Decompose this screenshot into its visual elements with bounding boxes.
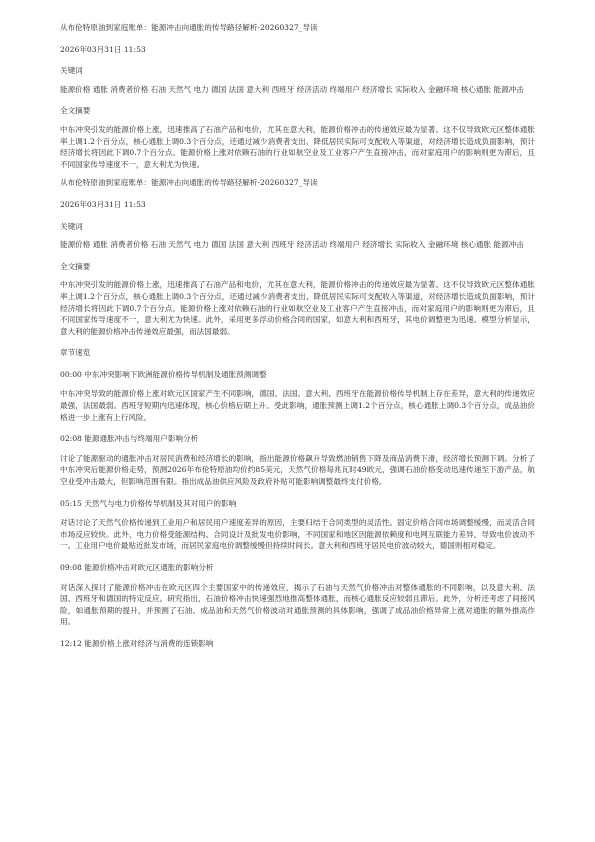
doc-title: 从布伦特原油到家庭账单：能源冲击向通胀的传导路径解析-20260327_导读 [60, 178, 318, 188]
summary-text: 中东冲突引发的能源价格上涨，迅速推高了石油产品和电价，尤其在意大利，能源价格冲击的传递效应最为显著。这不仅导致欧元区整体通胀率上调1.2个百分点，核心通胀上调0.3个百分点，还通过减少消费者支出、降低居民实际可支配收入等渠道，对经济增长造成负面影响，预计经济增长将因此下调0.7个百分点。能源价格上涨对依赖石油的行业如航空业及工业客户产生直接冲击，而对家庭用户的影响则更为滞后，且不同国家传导速度不一，意大利尤为快速。此外，采用更多浮动价格合同的国家，如意大利和西班牙，其电价调整更为迅速。模型分析显示，意大利的能源价格冲击传递效应最强，而法国最弱。 [60, 280, 535, 336]
chapter-item [60, 498, 535, 552]
chapter-title: 00:00 中东冲突影响下欧洲能源价格传导机制及通胀预测调整 [60, 369, 267, 379]
summary-heading: 全文摘要 [60, 106, 91, 116]
chapter-text: 对话讨论了天然气价格传递到工业用户和居民用户速度差异的原因，主要归结于合同类型的灵活性。固定价格合同市场调整缓慢，而灵活合同市场反应较快。此外，电力价格受能源结构、合同设计及批发电价影响，不同国家和地区因能源依赖度和电网互联能力差异，导致电价波动不一。工业用户电价最贴近批发市场，而居民家庭电价调整缓慢但持续时间长。意大利和西班牙居民电价波动较大，德国则相对稳定。 [60, 518, 535, 551]
summary-text: 中东冲突引发的能源价格上涨，迅速推高了石油产品和电价，尤其在意大利，能源价格冲击的传递效应最为显著。这不仅导致欧元区整体通胀率上调1.2个百分点，核心通胀上调0.3个百分点，还通过减少消费者支出、降低居民实际可支配收入等渠道，对经济增长造成负面影响，预计经济增长将因此下调0.7个百分点。能源价格上涨对依赖石油的行业如航空业及工业客户产生直接冲击，而对家庭用户的影响则更为滞后，且不同国家传导速度不一，意大利尤为快速。 [60, 124, 535, 169]
chapter-title: 05:15 天然气与电力价格传导机制及其对用户的影响 [60, 498, 237, 508]
keywords-heading: 关键词 [60, 66, 83, 76]
chapters-section [60, 347, 535, 649]
doc-datetime: 2026年03月31日 11:53 [60, 199, 146, 209]
keywords-heading: 关键词 [60, 221, 83, 231]
keywords-list: 能源价格 通胀 消费者价格 石油 天然气 电力 德国 法国 意大利 西班牙 经济活动 终端用户 经济增长 实际收入 金融环境 核心通胀 能源冲击 [60, 240, 524, 250]
chapter-text: 讨论了能源驱动的通胀冲击对居民消费和经济增长的影响，指出能源价格飙升导致燃油销售下降及商品消费下滑，经济增长预测下调。分析了中东冲突后能源价格走势，预测2026年布伦特原油均价约85美元，天然气价格每兆瓦时49欧元，强调石油价格变动迅速传递至下游产品，航空业受冲击最大，但影响范围有限。指出成品油供应风险及政府补贴可能影响调整最终支付价格。 [60, 453, 535, 487]
chapter-title: 02:08 能源通胀冲击与终端用户影响分析 [60, 434, 199, 444]
doc-header-block-2 [60, 177, 535, 337]
chapter-item [60, 562, 535, 628]
chapter-text: 对话深入探讨了能源价格冲击在欧元区四个主要国家中的传递效应，揭示了石油与天然气价格冲击对整体通胀的不同影响，以及意大利、法国、西班牙和德国的特定反应。研究指出，石油价格冲击快速强烈地推高整体通胀，而核心通胀反应较弱且滞后。此外，分析还考虑了间接风险，如通胀预期的提升，并预测了石油、成品油和天然气价格波动对通胀预测的具体影响，强调了成品油价格异常上涨对通胀的额外推高作用。 [60, 582, 535, 627]
doc-header-block-1 [60, 22, 535, 170]
chapter-title: 12:12 能源价格上涨对经济与消费的连锁影响 [60, 638, 214, 648]
chapter-item [60, 369, 535, 423]
chapter-item [60, 433, 535, 487]
doc-datetime: 2026年03月31日 11:53 [60, 44, 146, 54]
chapter-item [60, 638, 535, 650]
chapter-title: 09:08 能源价格冲击对欧元区通胀的影响分析 [60, 563, 214, 572]
chapter-text: 中东冲突导致的能源价格上涨对欧元区国家产生不同影响，德国、法国、意大利、西班牙在能源价格传导机制上存在差异，意大利的传递效应最强，法国最弱。西班牙短期内迅速体现，核心价格后期上升。受此影响，通胀预测上调1.2个百分点，核心通胀上调0.3个百分点，成品油价格进一步上涨有上行风险。 [60, 389, 535, 422]
keywords-list: 能源价格 通胀 消费者价格 石油 天然气 电力 德国 法国 意大利 西班牙 经济活动 终端用户 经济增长 实际收入 金融环境 核心通胀 能源冲击 [60, 84, 524, 94]
chapters-heading: 章节速览 [60, 348, 91, 358]
summary-heading: 全文摘要 [60, 261, 91, 271]
doc-title: 从布伦特原油到家庭账单：能源冲击向通胀的传导路径解析-20260327_导读 [60, 23, 318, 32]
